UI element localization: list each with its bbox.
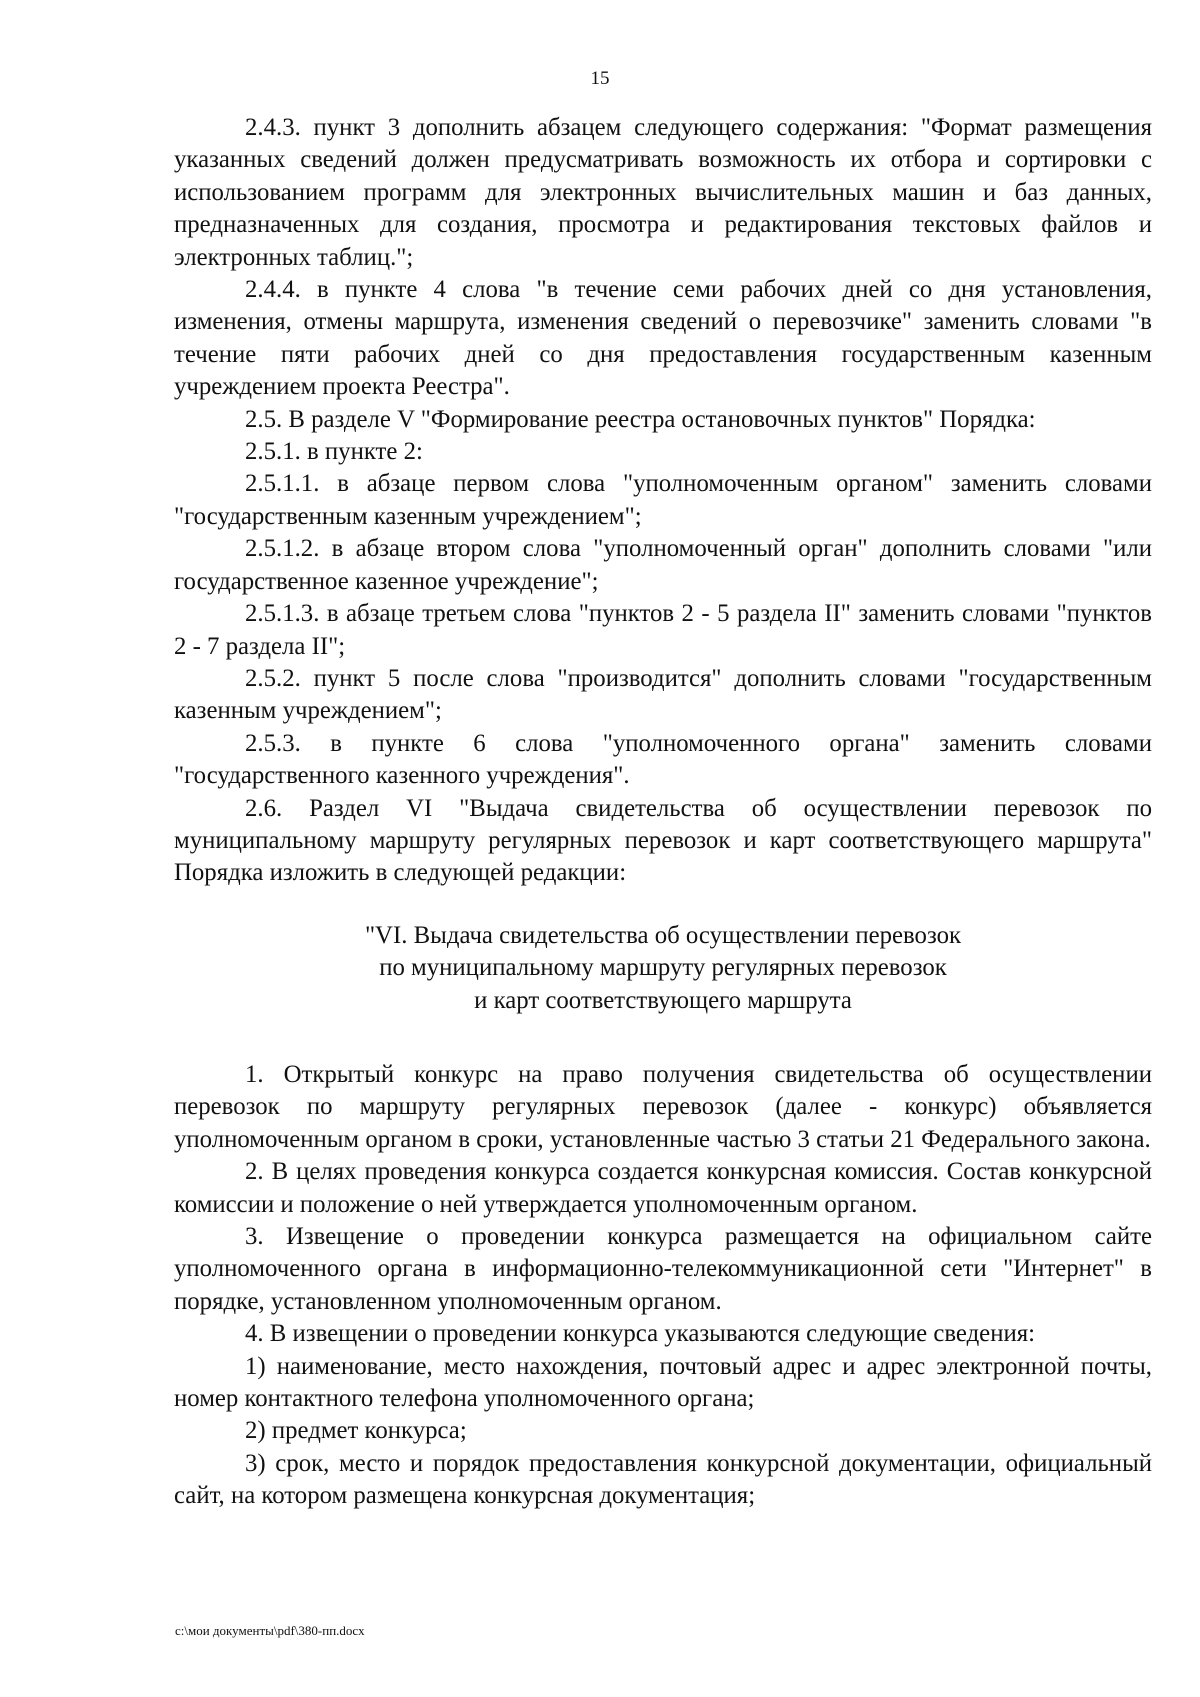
page-number: 15	[590, 68, 610, 89]
paragraph-2-5-1-1: 2.5.1.1. в абзаце первом слова "уполномоченным органом" заменить словами "государственным казенным учреждением";	[174, 470, 1152, 530]
paragraph-2-5-1-2: 2.5.1.2. в абзаце втором слова "уполномоченный орган" дополнить словами "или государственное казенное учреждение";	[174, 535, 1152, 595]
paragraph-2-5-1-3: 2.5.1.3. в абзаце третьем слова "пунктов 2 - 5 раздела II" заменить словами "пунктов 2 - 7 раздела II";	[174, 600, 1152, 660]
paragraph-item-1: 1. Открытый конкурс на право получения свидетельства об осуществлении перевозок по маршруту регулярных перевозок (далее - конкурс) объявляется уполномоченным органом в сроки, установленные частью 3 статьи 21 Федерального закона.	[174, 1060, 1152, 1153]
section-heading	[174, 920, 1152, 1017]
section-heading-line: и карт соответствующего маршрута	[474, 986, 852, 1014]
paragraph-2-4-4: 2.4.4. в пункте 4 слова "в течение семи рабочих дней со дня установления, изменения, отмены маршрута, изменения сведений о перевозчике" заменить словами "в течение пяти рабочих дней со дня предоставления государственным казенным учреждением проекта Реестра".	[174, 276, 1152, 401]
paragraph-item-2: 2. В целях проведения конкурса создается конкурсная комиссия. Состав конкурсной комиссии и положение о ней утверждается уполномоченным органом.	[174, 1158, 1152, 1218]
paragraph-2-5-1: 2.5.1. в пункте 2:	[245, 438, 423, 466]
paragraph-item-4: 4. В извещении о проведении конкурса указываются следующие сведения:	[245, 1320, 1036, 1348]
paragraph-item-3: 3. Извещение о проведении конкурса размещается на официальном сайте уполномоченного органа в информационно-телекоммуникационной сети "Интернет" в порядке, установленном уполномоченным органом.	[174, 1223, 1152, 1315]
paragraph-subitem-1: 1) наименование, место нахождения, почтовый адрес и адрес электронной почты, номер контактного телефона уполномоченного органа;	[174, 1352, 1152, 1413]
section-heading-line: "VI. Выдача свидетельства об осуществлении перевозок	[364, 921, 962, 949]
document-body	[174, 112, 1152, 1513]
paragraph-2-4-3: 2.4.3. пункт 3 дополнить абзацем следующего содержания: "Формат размещения указанных сведений должен предусматривать возможность их отбора и сортировки с использованием программ для электронных вычислительных машин и баз данных, предназначенных для создания, просмотра и редактирования текстовых файлов и электронных таблиц.";	[174, 114, 1152, 271]
paragraph-2-6: 2.6. Раздел VI "Выдача свидетельства об осуществлении перевозок по муниципальному маршруту регулярных перевозок и карт соответствующего маршрута" Порядка изложить в следующей редакции:	[174, 794, 1152, 887]
paragraph-subitem-2: 2) предмет конкурса;	[245, 1417, 467, 1445]
paragraph-subitem-3: 3) срок, место и порядок предоставления конкурсной документации, официальный сайт, на котором размещена конкурсная документация;	[174, 1449, 1152, 1510]
section-heading-line: по муниципальному маршруту регулярных перевозок	[379, 954, 947, 982]
footer-file-path: c:\мои документы\pdf\380-пп.docx	[175, 1623, 365, 1638]
paragraph-2-5-2: 2.5.2. пункт 5 после слова "производится" дополнить словами "государственным казенным учреждением";	[174, 664, 1152, 725]
paragraph-2-5-3: 2.5.3. в пункте 6 слова "уполномоченного органа" заменить словами "государственного казенного учреждения".	[174, 729, 1152, 790]
paragraph-2-5: 2.5. В разделе V "Формирование реестра остановочных пунктов" Порядка:	[245, 405, 1036, 433]
